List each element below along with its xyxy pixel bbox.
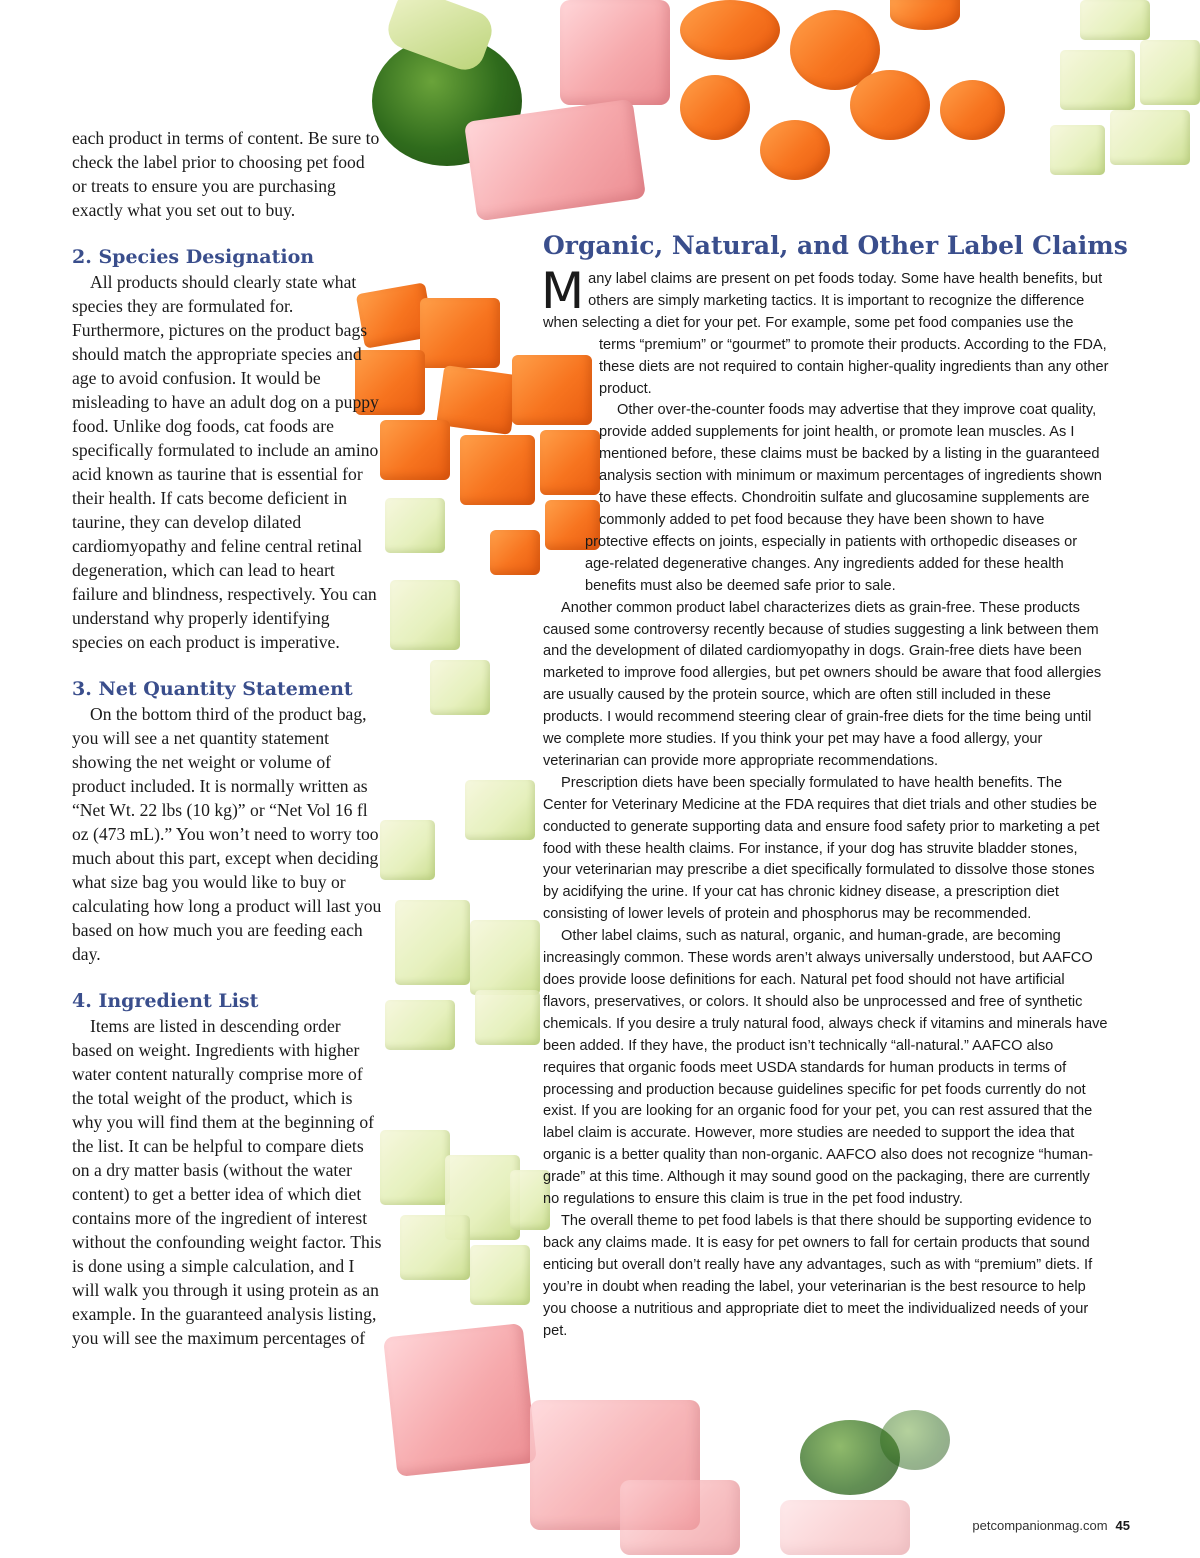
cucumber-cube-image bbox=[1050, 125, 1105, 175]
section-body-species: All products should clearly state what species they are formulated for. Furthermore, pictures on the product bags should match the appropriate species and age to avoid confusion. It would be misleading to have an adult dog on a puppy food. Unlike dog foods, cat foods are specifically formulated to include an amino acid known as taurine that is essential for their health. If cats become deficient in taurine, they can develop dilated cardiomyopathy and feline central retinal degeneration, which can lead to heart failure and blindness, respectively. You can understand why properly identifying species on each product is imperative. bbox=[72, 272, 379, 652]
cucumber-cube-image bbox=[400, 1215, 470, 1280]
cucumber-cube-image bbox=[1080, 0, 1150, 40]
article-paragraph: Another common product label characterizes diets as grain-free. These products caused some controversy recently because of studies suggesting a link between them and the development of dilated cardiomyopathy in dogs. Grain-free diets have been marketed to improve food allergies, but pet owners should be aware that food allergies are usually caused by the protein source, which are often still included in these products. I would recommend steering clear of grain-free diets for the time being until we complete more studies. If you think your pet may have a food allergy, your veterinarian can provide more appropriate recommendations. bbox=[543, 599, 1102, 769]
section-heading-net-quantity: 3. Net Quantity Statement bbox=[72, 678, 353, 700]
carrot-slice-image bbox=[890, 0, 960, 30]
text-wrap-spacer bbox=[543, 531, 585, 597]
broccoli-image bbox=[880, 1410, 950, 1470]
article-paragraph: Prescription diets have been specially formulated to have health benefits. The Center for Veterinary Medicine at the FDA requires that diet trials and other studies be conducted to generate supporting data and ensure food safety prior to marketing a pet food with these health claims. For instance, if your dog has struvite bladder stones, your veterinarian may prescribe a diet specifically formulated to dissolve those stones by acidifying the urine. If your cat has chronic kidney disease, a prescription diet consisting of lower levels of protein and phosphorus may be recommended. bbox=[543, 774, 1100, 923]
cucumber-cube-image bbox=[470, 1245, 530, 1305]
text-wrap-spacer bbox=[543, 356, 599, 531]
section-heading-ingredient-list: 4. Ingredient List bbox=[72, 990, 259, 1012]
carrot-cube-image bbox=[490, 530, 540, 575]
left-column bbox=[72, 126, 382, 1350]
carrot-slice-image bbox=[850, 70, 930, 140]
page-footer bbox=[940, 1518, 1130, 1533]
carrot-slice-image bbox=[940, 80, 1005, 140]
chicken-piece-image bbox=[620, 1480, 740, 1555]
cucumber-cube-image bbox=[1060, 50, 1135, 110]
cucumber-cube-image bbox=[390, 580, 460, 650]
chicken-piece-image bbox=[780, 1500, 910, 1555]
article-paragraph-text: any label claims are present on pet foods today. Some have health benefits, but others are simply marketing tactics. It is important to recognize the difference when selecting a diet for your pet. For example, some pet food companies use the terms “premium” or “gourmet” to promote their products. According to the FDA, these diets are not required to contain higher-quality ingredients than any other product. bbox=[543, 271, 1109, 397]
page-number: 45 bbox=[1115, 1518, 1130, 1533]
article-paragraph bbox=[541, 262, 1109, 400]
section-body-ingredient-list: Items are listed in descending order based on weight. Ingredients with higher water content naturally comprise more of the total weight of the product, which is why you will find them at the beginning of the list. It can be helpful to compare diets on a dry matter basis (without the water content) to get a better idea of which diet contains more of the ingredient of interest without the confounding weight factor. This is done using a simple calculation, and I will walk you through it using protein as an example. In the guaranteed analysis listing, you will see the maximum percentages of bbox=[72, 1016, 382, 1348]
cucumber-cube-image bbox=[430, 660, 490, 715]
chicken-piece-image bbox=[383, 1323, 537, 1477]
drop-cap: M bbox=[541, 262, 585, 320]
chicken-piece-image bbox=[560, 0, 670, 105]
article-paragraph: Other label claims, such as natural, organic, and human-grade, are becoming increasingly common. These words aren’t always universally understood, but AAFCO does provide loose definitions for each. Natural pet food should not have artificial flavors, preservatives, or colors. It should also be unprocessed and free of synthetic chemicals. If you desire a truly natural food, always check if vitamins and minerals have been added. If they have, the product isn’t technically “all-natural.” AAFCO also requires that organic foods meet USDA standards for human products in terms of processing and production because guidelines specific for pet foods currently do not exist. If you are looking for an organic food for your pet, you can rest assured that the label claim is accurate. However, more studies are needed to support the idea that organic is a better quality than non-organic. AAFCO also does not recognize “human-grade” at this time. Although it may sound good on the packaging, there are currently no regulations to ensure this claim is true in the pet food industry. bbox=[543, 928, 1108, 1208]
cucumber-cube-image bbox=[380, 820, 435, 880]
cucumber-cube-image bbox=[385, 1000, 455, 1050]
intro-paragraph: each product in terms of content. Be sure to check the label prior to choosing pet food or treats to ensure you are purchasing exactly what you set out to buy. bbox=[72, 128, 380, 220]
section-heading-species: 2. Species Designation bbox=[72, 246, 315, 268]
carrot-slice-image bbox=[680, 75, 750, 140]
article-body bbox=[541, 262, 1109, 1342]
carrot-slice-image bbox=[680, 0, 780, 60]
cucumber-cube-image bbox=[380, 1130, 450, 1205]
carrot-slice-image bbox=[760, 120, 830, 180]
cucumber-cube-image bbox=[1140, 40, 1200, 105]
section-body-net-quantity: On the bottom third of the product bag, you will see a net quantity statement showing the net weight or volume of product included. It is normally written as “Net Wt. 22 lbs (10 kg)” or “Net Vol 16 fl oz (473 mL).” You won’t need to worry too much about this part, except when deciding what size bag you would like to buy or calculating how long a product will last you based on how much you are feeding each day. bbox=[72, 704, 382, 964]
cucumber-cube-image bbox=[470, 920, 540, 995]
carrot-cube-image bbox=[420, 298, 500, 368]
carrot-cube-image bbox=[380, 420, 450, 480]
article-paragraph: The overall theme to pet food labels is that there should be supporting evidence to back any claims made. It is easy for pet owners to fall for certain products that sound enticing but overall don’t really have any advantages, such as with “premium” diets. If you’re in doubt when reading the label, your veterinarian is the best resource to help you choose a nutritious and appropriate diet to meet the individualized needs of your pet. bbox=[543, 1212, 1093, 1339]
carrot-cube-image bbox=[460, 435, 535, 505]
cucumber-cube-image bbox=[395, 900, 470, 985]
article-title: Organic, Natural, and Other Label Claims bbox=[543, 231, 1128, 260]
cucumber-cube-image bbox=[1110, 110, 1190, 165]
cucumber-cube-image bbox=[465, 780, 535, 840]
cucumber-cube-image bbox=[475, 990, 540, 1045]
cucumber-cube-image bbox=[385, 498, 445, 553]
article-paragraph: Other over-the-counter foods may advertise that they improve coat quality, provide added supplements for joint health, or promote lean muscles. As I mentioned before, these claims must be backed by a listing in the guaranteed analysis section with minimum or maximum percentages of ingredients shown to have these effects. Chondroitin sulfate and glucosamine supplements are commonly added to pet food because they have been shown to have protective effects on joints, especially in patients with orthopedic diseases or age-related degenerative changes. Any ingredients added for these health benefits must also be deemed safe prior to sale. bbox=[585, 402, 1102, 594]
footer-site: petcompanionmag.com bbox=[972, 1518, 1108, 1533]
